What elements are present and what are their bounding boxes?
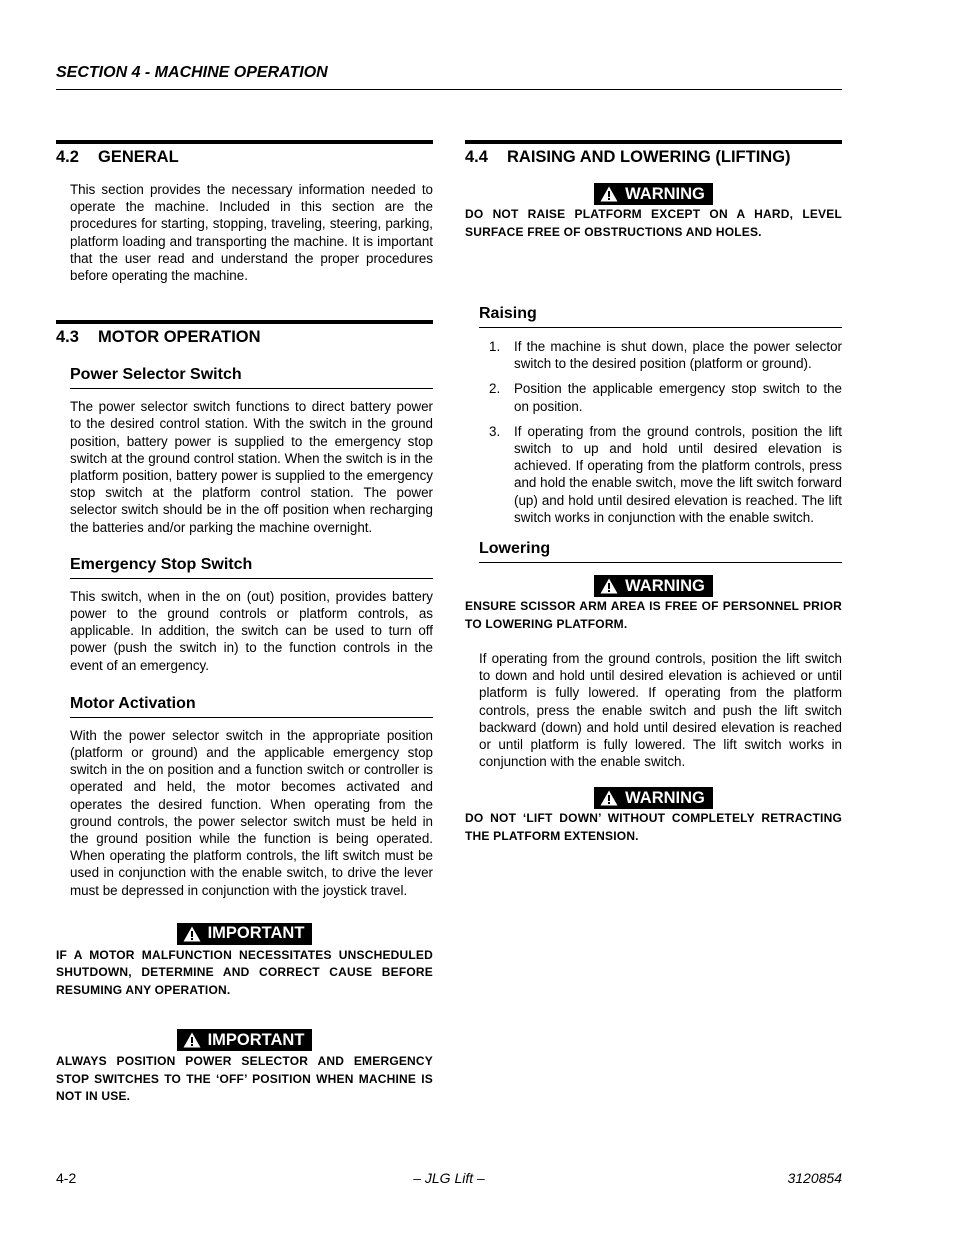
important-badge [177,1029,313,1051]
footer-brand: – JLG Lift – [413,1170,485,1186]
warning-triangle-icon [600,790,618,806]
warning-text-1: DO NOT RAISE PLATFORM EXCEPT ON A HARD, LEVEL SURFACE FREE OF OBSTRUCTIONS AND HOLES. [465,207,842,239]
warning-notice-2 [465,575,842,597]
important-label: IMPORTANT [207,1030,305,1049]
section-number: 4.3 [56,328,79,347]
important-text-1: IF A MOTOR MALFUNCTION NECESSITATES UNSCHEDULED SHUTDOWN, DETERMINE AND CORRECT CAUSE BEFORE RESUMING ANY OPERATION. [56,947,433,997]
step-number: 2. [489,381,501,397]
warning-label: WARNING [625,788,705,807]
step-number: 1. [489,339,501,354]
warning-notice-1 [465,183,842,205]
warning-triangle-icon [183,1032,201,1048]
motor-activation-heading: Motor Activation [70,695,433,718]
warning-badge [594,787,713,809]
warning-triangle-icon [600,186,618,202]
important-label: IMPORTANT [207,924,305,943]
warning-text-2: ENSURE SCISSOR ARM AREA IS FREE OF PERSONNEL PRIOR TO LOWERING PLATFORM. [465,599,842,631]
step-number: 3. [489,423,501,439]
section-4-3-heading [56,320,433,347]
section-4-2-heading [56,140,433,167]
warning-badge [594,575,713,597]
lowering-heading: Lowering [479,540,842,563]
important-notice-2 [56,1029,433,1051]
section-title: RAISING AND LOWERING (LIFTING) [507,148,791,166]
list-item [489,423,842,526]
important-text-2: ALWAYS POSITION POWER SELECTOR AND EMERGENCY STOP SWITCHES TO THE ‘OFF’ POSITION WHEN MACHINE IS NOT IN USE. [56,1054,433,1104]
raising-steps-list [489,338,842,526]
raising-heading: Raising [479,305,842,328]
page-header [56,64,842,90]
step-text: Position the applicable emergency stop switch to the on position. [514,381,842,414]
power-selector-heading: Power Selector Switch [70,366,433,389]
section-number: 4.2 [56,148,79,166]
left-column [56,140,433,1106]
list-item [489,380,842,414]
emergency-stop-paragraph: This switch, when in the on (out) position, provides battery power to the ground controls or platform controls, as applicable. In addition, the switch can be used to turn off power (push the switch in) to the function controls in the event of an emergency. [70,588,433,673]
document-number: 3120854 [787,1170,842,1186]
warning-triangle-icon [600,578,618,594]
important-notice-1 [56,923,433,945]
warning-badge [594,183,713,205]
right-column [465,140,842,845]
general-paragraph: This section provides the necessary information needed to operate the machine. Included in this section are the procedures for starting, stopping, traveling, steering, parking, platform loading and transporting the machine. It is important that the user read and understand the proper procedures before operating the machine. [70,182,433,284]
warning-triangle-icon [183,926,201,942]
section-title: GENERAL [98,148,179,166]
section-4-4-heading [465,140,842,167]
step-text: If operating from the ground controls, position the lift switch to up and hold until desired elevation is achieved. If operating from the platform controls, press and hold the enable switch, move the lift switch forward (up) and hold until desired elevation is reached. The lift switch works in conjunction with the enable switch. [514,423,842,525]
warning-text-3: DO NOT ‘LIFT DOWN’ WITHOUT COMPLETELY RETRACTING THE PLATFORM EXTENSION. [465,811,842,843]
power-selector-paragraph: The power selector switch functions to direct battery power to the desired control station. With the switch in the ground position, battery power is supplied to the emergency stop switch at the ground control station. When the switch is in the platform position, battery power is supplied to the emergency stop switch at the platform control station. The power selector switch should be in the off position when recharging the batteries and/or parking the machine overnight. [70,399,433,535]
warning-label: WARNING [625,576,705,595]
section-header-title: SECTION 4 - MACHINE OPERATION [56,64,328,81]
page-number: 4-2 [56,1170,77,1186]
important-badge [177,923,313,945]
list-item [489,338,842,372]
section-number: 4.4 [465,148,488,166]
lowering-paragraph: If operating from the ground controls, position the lift switch to down and hold until desired elevation is achieved or until platform is fully lowered. If operating from the platform controls, press the enable switch and push the lift switch backward (down) and hold until desired elevation is reached or until platform is fully lowered. The lift switch works in conjunction with the enable switch. [479,651,842,770]
warning-notice-3 [465,787,842,809]
warning-label: WARNING [625,184,705,203]
step-text: If the machine is shut down, place the power selector switch to the desired position (platform or ground). [514,339,842,372]
emergency-stop-heading: Emergency Stop Switch [70,556,433,579]
motor-activation-paragraph: With the power selector switch in the appropriate position (platform or ground) and the applicable emergency stop switch in the on position and a function switch or controller is operated and held, the motor becomes activated and operates the desired function. When operating from the ground controls, the power selector switch must be held in the ground position while the function is being operated. When operating the platform controls, the lift switch must be used in conjunction with the enable switch, to drive the lever must be depressed in conjunction with the joystick travel. [70,727,433,898]
section-title: MOTOR OPERATION [98,328,261,347]
